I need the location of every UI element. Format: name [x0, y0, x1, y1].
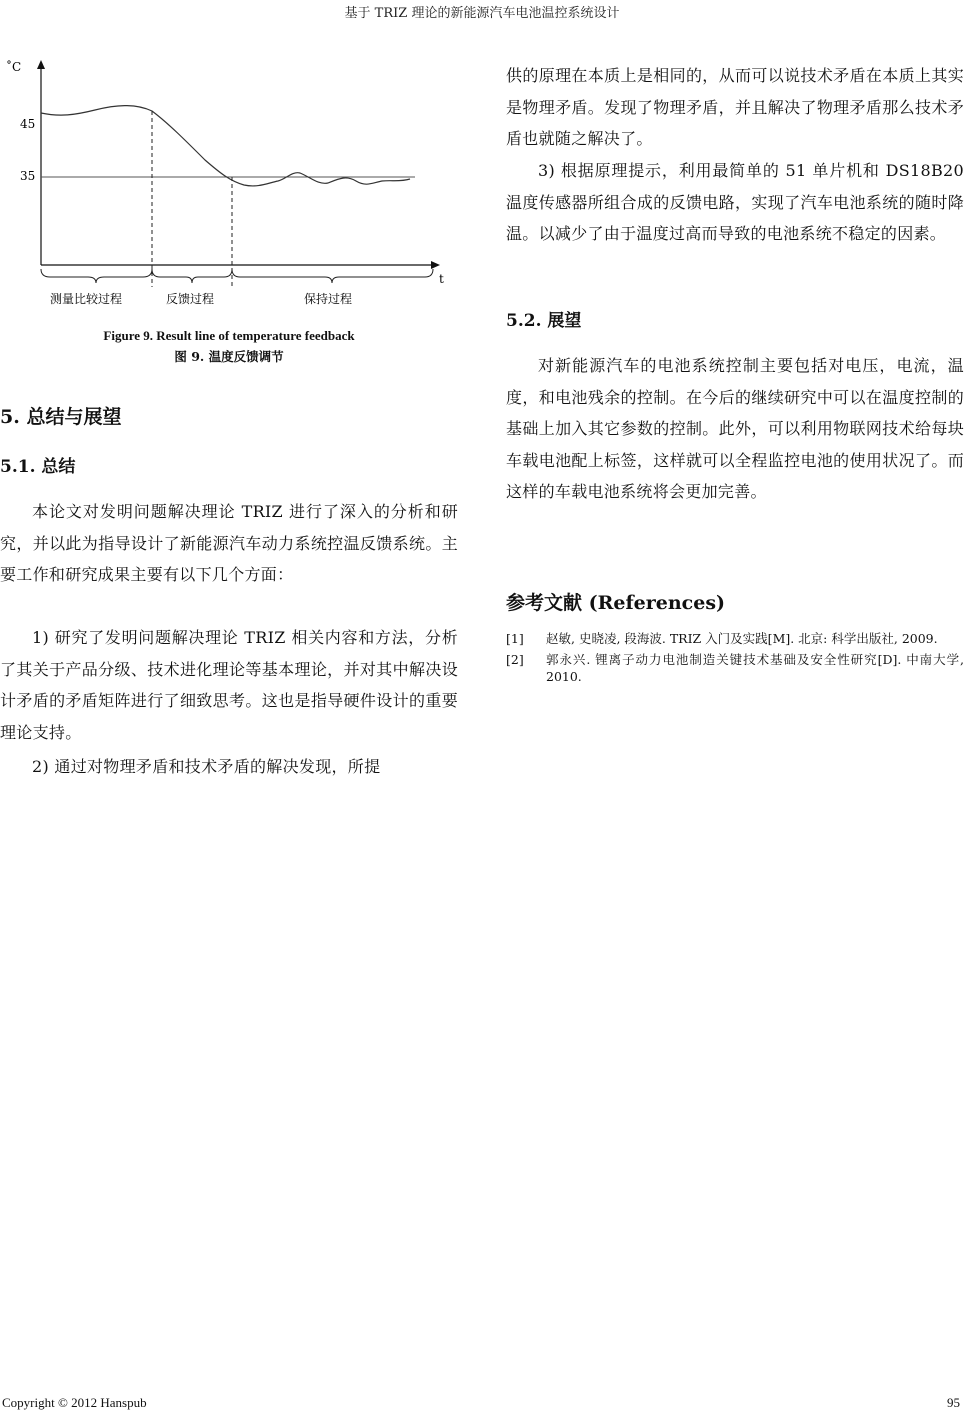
- reference-text: 郭永兴. 锂离子动力电池制造关键技术基础及安全性研究[D]. 中南大学, 2010.: [546, 651, 964, 684]
- phase-label-measure: 测量比较过程: [50, 292, 123, 306]
- reference-number: [2]: [506, 651, 524, 667]
- section-title-5-1: 5.1. 总结: [0, 457, 76, 477]
- figure-caption-zh: 图 9. 温度反馈调节: [174, 349, 284, 364]
- paragraph-summary-intro: 本论文对发明问题解决理论 TRIZ 进行了深入的分析和研究，并以此为指导设计了新能源汽车动力系统控温反馈系统。主要工作和研究成果主要有以下几个方面：: [0, 502, 458, 585]
- phase-brace-hold: [232, 269, 433, 283]
- references-list: [506, 630, 964, 689]
- y-axis-unit: ˚C: [6, 60, 22, 74]
- footer-copyright: Copyright © 2012 Hanspub: [2, 1395, 147, 1410]
- y-tick-label: 45: [20, 117, 36, 131]
- reference-item: [506, 630, 964, 648]
- section-title-5-2: 5.2. 展望: [506, 311, 582, 331]
- section-title-5: 5. 总结与展望: [0, 406, 122, 428]
- paragraph-outlook: 对新能源汽车的电池系统控制主要包括对电压，电流，温度，和电池残余的控制。在今后的继续研究中可以在温度控制的基础上加入其它参数的控制。此外，可以利用物联网技术给每块车载电池配上标签，这样就可以全程监控电池的使用状况了。而这样的车载电池系统将会更加完善。: [506, 356, 964, 502]
- phase-label-feedback: 反馈过程: [166, 292, 215, 306]
- paragraph-summary-item-3: 3) 根据原理提示，利用最简单的 51 单片机和 DS18B20 温度传感器所组合成的反馈电路，实现了汽车电池系统的随时降温。以减少了由于温度过高而导致的电池系统不稳定的因素。: [506, 161, 964, 244]
- paragraph-summary-item-2-start: 2) 通过对物理矛盾和技术矛盾的解决发现，所提: [32, 757, 381, 776]
- paragraph-summary-item-1: 1) 研究了发明问题解决理论 TRIZ 相关内容和方法，分析了其关于产品分级、技术进化理论等基本理论，并对其中解决设计矛盾的矛盾矩阵进行了细致思考。这也是指导硬件设计的重要理论支持。: [0, 628, 458, 742]
- page-number: 95: [947, 1395, 960, 1410]
- phase-brace-feedback: [152, 269, 232, 283]
- reference-text: 赵敏, 史晓凌, 段海波. TRIZ 入门及实践[M]. 北京: 科学出版社, 2009.: [546, 631, 938, 646]
- paragraph-summary-item-2-cont: 供的原理在本质上是相同的，从而可以说技术矛盾在本质上其实是物理矛盾。发现了物理矛盾，并且解决了物理矛盾那么技术矛盾也就随之解决了。: [506, 66, 964, 149]
- figure-caption-en: Figure 9. Result line of temperature feedback: [103, 328, 355, 343]
- reference-item: [506, 651, 964, 686]
- x-axis-arrow: [431, 261, 440, 269]
- running-header: 基于 TRIZ 理论的新能源汽车电池温控系统设计: [344, 6, 620, 21]
- y-tick-label: 35: [20, 169, 36, 183]
- temperature-curve: [41, 106, 410, 186]
- reference-number: [1]: [506, 631, 524, 646]
- temperature-curve-chart: [0, 55, 458, 315]
- temperature-feedback-figure: [0, 55, 458, 315]
- references-title: 参考文献 (References): [506, 592, 726, 614]
- x-axis-label: t: [439, 272, 444, 286]
- y-axis-arrow: [37, 60, 45, 69]
- phase-brace-measure: [41, 269, 152, 283]
- phase-label-hold: 保持过程: [304, 292, 353, 306]
